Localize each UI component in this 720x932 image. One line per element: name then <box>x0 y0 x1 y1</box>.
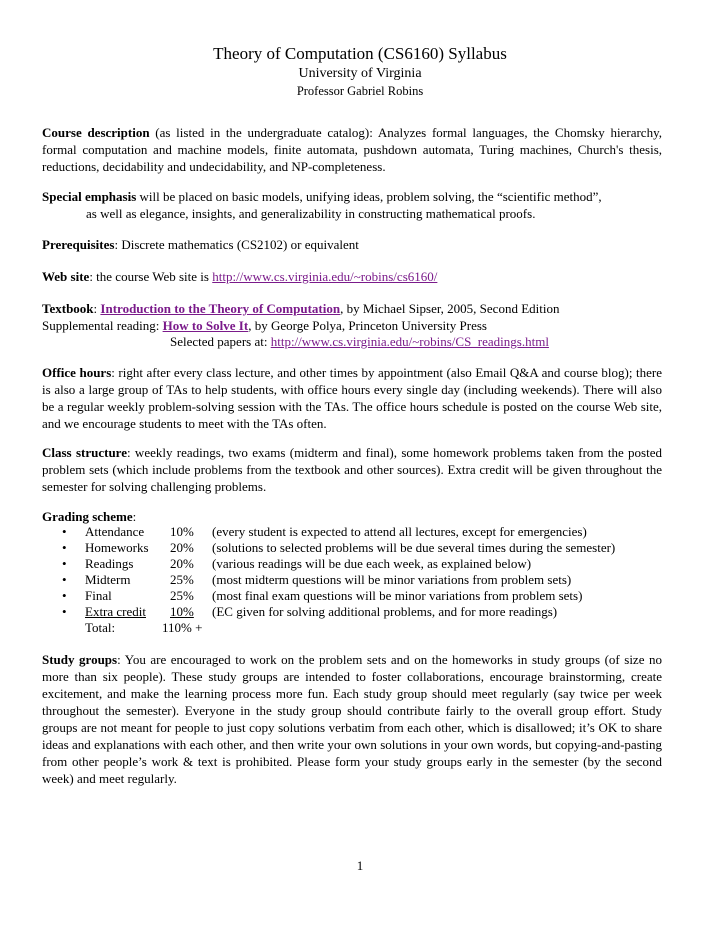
study-groups-text: : You are encouraged to work on the problem sets and on the homeworks in study groups (of size no more than six people). These study groups are intended to foster collaborations, encourage brainstorming, create excitement, and make the learning process more fun. Each study group should meet regularly (say twice per week throughout the semester). Everyone in the study group should contribute fairly to the overall group effort. Study groups are not meant for people to just copy solutions verbatim from each other, which is disallowed; it’s OK to share ideas and explanations with each other, and then write your own solutions in your own words, but copying-and-pasting from other people’s work & text is prohibited. Please form your study groups early in the semester (by the second week) and meet regularly. <box>42 652 662 786</box>
grading-heading <box>42 508 136 525</box>
class-structure <box>42 444 662 495</box>
grade-item: Midterm <box>85 572 131 587</box>
university-name: University of Virginia <box>298 66 422 81</box>
study-groups <box>42 651 662 787</box>
page-number: 1 <box>356 858 364 873</box>
textbook-details: , by Michael Sipser, 2005, Second Edition <box>340 301 560 316</box>
grade-item: Homeworks <box>85 540 149 555</box>
prerequisites <box>42 236 359 253</box>
grade-item: Readings <box>85 556 134 571</box>
bullet: • <box>62 556 67 571</box>
bullet: • <box>62 572 67 587</box>
special-emphasis-label: Special emphasis <box>42 189 137 204</box>
special-emphasis <box>42 188 602 205</box>
textbook-sep: : <box>93 301 101 316</box>
professor-name: Professor Gabriel Robins <box>296 84 424 98</box>
special-emphasis-text: will be placed on basic models, unifying ideas, problem solving, the “scientific method”, <box>136 189 602 204</box>
bullet: • <box>62 540 67 555</box>
office-hours-label: Office hours <box>42 365 112 380</box>
grade-note: (most final exam questions will be minor variations from problem sets) <box>212 588 583 603</box>
grade-percent: 25% <box>170 588 194 603</box>
class-structure-label: Class structure <box>42 445 127 460</box>
textbook-title-link[interactable]: Introduction to the Theory of Computation <box>100 301 341 316</box>
grade-percent: 25% <box>170 572 194 587</box>
supplemental-prefix: Supplemental reading: <box>42 318 163 333</box>
textbook-label: Textbook <box>42 301 94 316</box>
supplemental-title-link[interactable]: How to Solve It <box>162 318 249 333</box>
supplemental-details: , by George Polya, Princeton University Press <box>248 318 487 333</box>
grade-percent: 20% <box>170 540 194 555</box>
supplemental-reading <box>42 317 487 334</box>
prerequisites-text: : Discrete mathematics (CS2102) or equivalent <box>114 237 359 252</box>
grading-total-value: 110% + <box>162 620 203 635</box>
course-website-link[interactable]: http://www.cs.virginia.edu/~robins/cs6160/ <box>212 269 438 284</box>
course-description-text: (as listed in the undergraduate catalog): Analyzes formal languages, the Chomsky hierarchy, formal computation and machine models, finite automata, pushdown automata, Turing machines, Church's thesis, reductions, decidability and undecidability, and NP-completeness. <box>42 125 662 174</box>
grading-total-label: Total: <box>85 620 116 635</box>
selected-papers-link[interactable]: http://www.cs.virginia.edu/~robins/CS_readings.html <box>270 334 549 349</box>
grade-percent: 20% <box>170 556 194 571</box>
office-hours-text: : right after every class lecture, and other times by appointment (also Email Q&A and course blog); there is also a large group of TAs to help students, with office hours every single day (including weekends). There will also be a regular weekly problem-solving session with the TAs. The office hours schedule is posted on the course Web site, and we encourage students to meet with the TAs often. <box>42 365 662 431</box>
grade-note: (EC given for solving additional problems, and for more readings) <box>212 604 558 619</box>
prerequisites-label: Prerequisites <box>42 237 115 252</box>
page-title: Theory of Computation (CS6160) Syllabus <box>213 44 507 63</box>
office-hours <box>42 364 662 432</box>
textbook <box>42 300 559 317</box>
website-label: Web site <box>42 269 90 284</box>
grade-item: Attendance <box>85 524 145 539</box>
grade-percent: 10% <box>170 604 194 619</box>
course-description <box>42 124 662 175</box>
class-structure-text: : weekly readings, two exams (midterm and final), some homework problems taken from the posted problem sets (which include problems from the textbook and other sources). Extra credit will be given throughout the semester for solving challenging problems. <box>42 445 663 494</box>
grade-note: (every student is expected to attend all lectures, except for emergencies) <box>212 524 587 539</box>
grading-label: Grading scheme <box>42 509 133 524</box>
website-text: : the course Web site is <box>89 269 213 284</box>
course-description-label: Course description <box>42 125 150 140</box>
bullet: • <box>62 604 67 619</box>
website <box>42 268 437 285</box>
grade-percent: 10% <box>170 524 194 539</box>
selected-papers-prefix: Selected papers at: <box>170 334 271 349</box>
grade-note: (most midterm questions will be minor variations from problem sets) <box>212 572 572 587</box>
bullet: • <box>62 524 67 539</box>
special-emphasis-continued: as well as elegance, insights, and generalizability in constructing mathematical proofs. <box>86 206 536 221</box>
grade-item: Extra credit <box>85 604 146 619</box>
grading-colon: : <box>132 509 137 524</box>
bullet: • <box>62 588 67 603</box>
grade-note: (various readings will be due each week, as explained below) <box>212 556 532 571</box>
study-groups-label: Study groups <box>42 652 118 667</box>
grade-item: Final <box>85 588 112 603</box>
selected-papers <box>170 333 549 350</box>
grade-note: (solutions to selected problems will be due several times during the semester) <box>212 540 616 555</box>
